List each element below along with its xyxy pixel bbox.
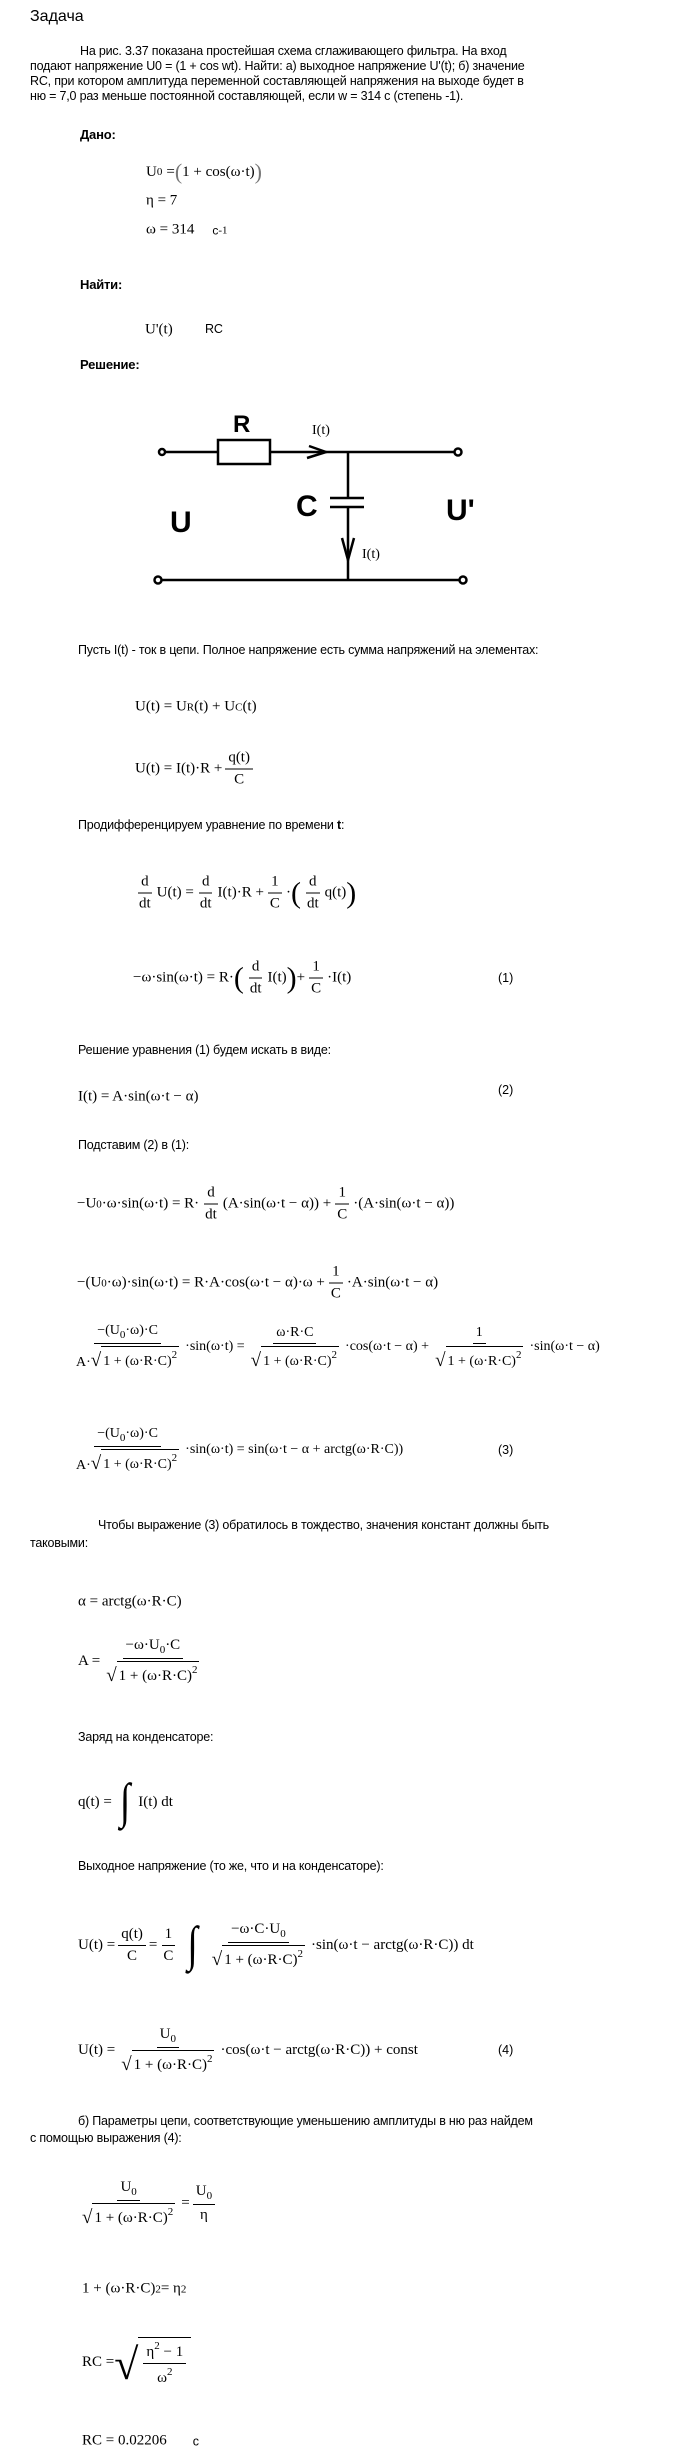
eq-sum: U(t) = U R (t) + U C (t) (135, 698, 257, 715)
solution-heading: Решение: (80, 357, 140, 372)
find-uprime: U'(t) (145, 321, 173, 338)
eq-4: U(t) = $U_0$ √ $1 + (\omega\cdot R\cdot C)^2$ ·cos(ω·t − arctg(ω·R·C)) + const (78, 2026, 418, 2075)
eq-3: $-(U_0\cdot\omega)\cdot C$ A· √ $1 + (\omega\cdot R\cdot C)^2$ ·sin(ω·t) = sin(ω·t − α + arctg(ω·R·C)) (76, 1426, 404, 1474)
rc-filter-circuit (0, 380, 690, 590)
eq-2: I(t) = A·sin(ω·t − α) (78, 1088, 199, 1105)
find-rc: RC (205, 322, 223, 336)
label-current-cap: I(t) (362, 547, 380, 562)
eq-subst-3: $-(U_0\cdot\omega)\cdot C$ A· √ $1 + (\omega\cdot R\cdot C)^2$ ·sin(ω·t) = ω·R·C √ $1 + (\omega\cdot R\cdot C)^2$ ·cos(ω·t − α) + 1 √ $1 + (\omega\cdot R\cdot C)^2$ ·sin(ω·t − α) (76, 1323, 600, 1371)
eq-3-label: (3) (498, 1443, 514, 1457)
given-u0: U 0 = ( 1 + cos(ω·t) ) (146, 159, 262, 184)
input-terminal-bottom (155, 577, 162, 584)
output-terminal-bottom (460, 577, 467, 584)
eq-subst-1: −U 0 ·ω·sin(ω·t) = R· d dt (A·sin(ω·t − α)) + $\frac{1}{C}$ ·(A·sin(ω·t − α)) (77, 1184, 455, 1223)
eq-rc-result: RC = 0.02206 c (82, 2432, 199, 2449)
eq-output-integral: U(t) = $\frac{q(t)}{C}$ = $\frac{1}{C}$ ∫ $-\omega\cdot C\cdot U_0$ √ $1 + (\omega\cdot R\cdot C)^2$ ·sin(ω·t − arctg(ω·R·C)) dt (78, 1917, 474, 1973)
label-c: C (296, 490, 318, 523)
resistor (218, 440, 270, 464)
given-heading: Дано: (80, 127, 116, 142)
find-heading: Найти: (80, 277, 123, 292)
output-terminal-top (455, 449, 462, 456)
input-terminal-top (159, 449, 165, 455)
eq-1-label: (1) (498, 971, 514, 985)
problem-line: На рис. 3.37 показана простейшая схема сглаживающего фильтра. На вход (80, 44, 507, 58)
eq-subst-2: −(U 0 ·ω)·sin(ω·t) = R·A·cos(ω·t − α)·ω + $\frac{1}{C}$ ·A·sin(ω·t − α) (77, 1263, 439, 1302)
text-diff: Продифференцируем уравнение по времени t: (78, 818, 345, 832)
eq-derivative: d dt U(t) = $\frac{d}{dt}$ I(t)·R + $\frac{1}{C}$ · ( d dt q(t) ) (139, 873, 357, 912)
text-subst: Подставим (2) в (1): (78, 1138, 190, 1152)
label-u-out: U' (446, 494, 475, 527)
eq-rc-formula: RC = √ $\frac{\eta^2 - 1}{\omega^2}$ (82, 2337, 191, 2387)
text-charge: Заряд на конденсаторе: (78, 1730, 214, 1744)
eq-2-label: (2) (498, 1083, 514, 1097)
eq-4-label: (4) (498, 2043, 514, 2057)
eq-amplitude-ratio: $U_0$ √ $1 + (\omega\cdot R\cdot C)^2$ = $\frac{U_0}{\eta}$ (76, 2179, 218, 2227)
given-omega: ω = 314 c -1 (146, 221, 228, 238)
label-u: U (170, 506, 192, 539)
text-part-b: с помощью выражения (4): (30, 2131, 182, 2145)
eq-amplitude: A = $-\omega\cdot U_0\cdot C$ √ $1 + (\omega\cdot R\cdot C)^2$ (78, 1637, 198, 1686)
label-r: R (233, 411, 251, 438)
problem-line: подают напряжение U0 = (1 + cos wt). Найти: а) выходное напряжение U'(t); б) значение (30, 59, 525, 73)
problem-line: ню = 7,0 раз меньше постоянной составляющей, если w = 314 с (степень -1). (30, 89, 464, 103)
given-eta: η = 7 (146, 192, 178, 209)
page-title: Задача (30, 8, 84, 25)
text-output: Выходное напряжение (то же, что и на конденсаторе): (78, 1859, 384, 1873)
label-current-top: I(t) (312, 423, 330, 438)
text-seek: Решение уравнения (1) будем искать в виде: (78, 1043, 331, 1057)
text-identity: Чтобы выражение (3) обратилось в тождество, значения констант должны быть (98, 1518, 549, 1532)
text-identity: таковыми: (30, 1536, 88, 1550)
eq-squared: 1 + (ω·R·C) 2 = η 2 (82, 2280, 187, 2297)
problem-line: RC, при котором амплитуда переменной составляющей напряжения на выходе будет в (30, 74, 524, 88)
eq-charge: q(t) = ∫ I(t) dt (78, 1774, 173, 1830)
text-part-b: б) Параметры цепи, соответствующие уменьшению амплитуды в ню раз найдем (78, 2114, 533, 2128)
eq-1: −ω·sin(ω·t) = R· ( d dt I(t) ) + $\frac{1}{C}$ ·I(t) (133, 958, 352, 997)
eq-alpha: α = arctg(ω·R·C) (78, 1593, 182, 1610)
eq-ohm: U(t) = I(t)·R + $\frac{q(t)}{C}$ (135, 750, 256, 789)
text-let: Пусть I(t) - ток в цепи. Полное напряжение есть сумма напряжений на элементах: (78, 643, 539, 657)
